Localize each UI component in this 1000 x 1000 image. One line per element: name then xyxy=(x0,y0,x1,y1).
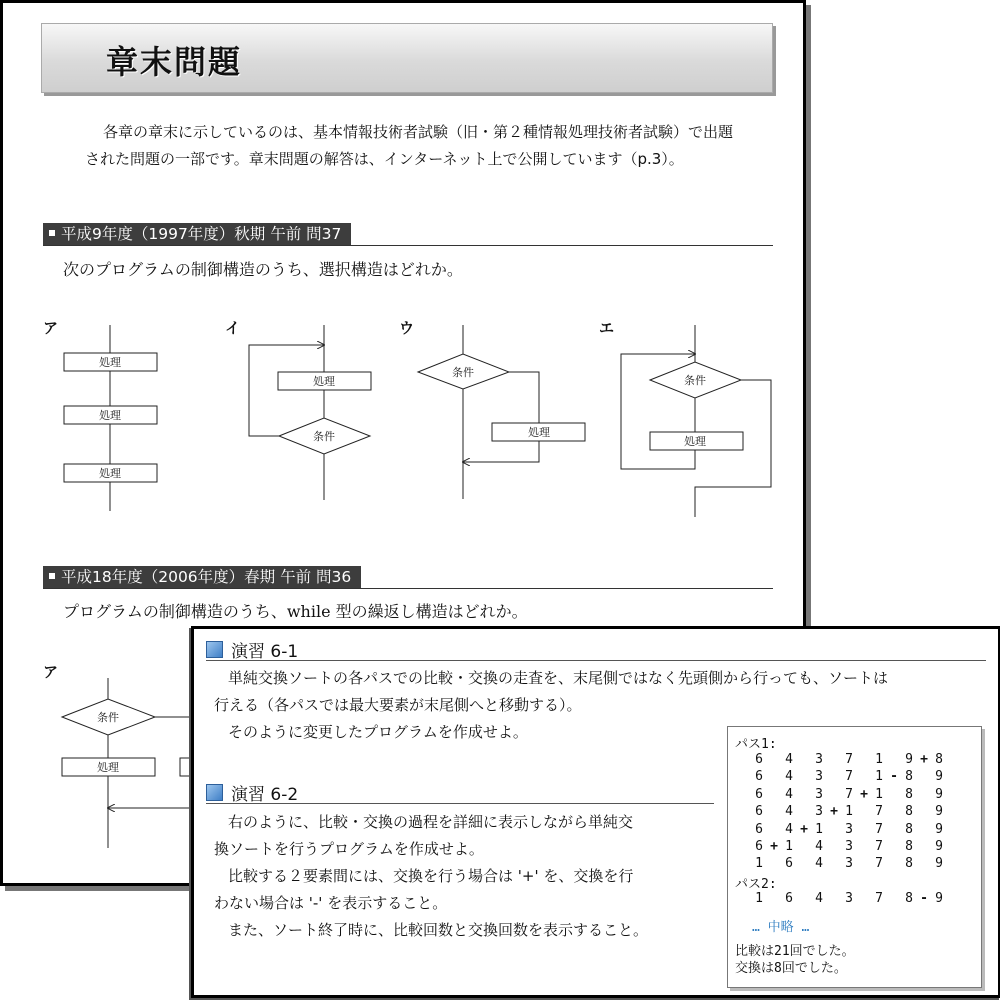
output-value: 3 xyxy=(845,891,853,906)
option-label-i: イ xyxy=(225,319,241,337)
output-value: 9 xyxy=(935,786,943,802)
output-value: 9 xyxy=(935,821,943,837)
option-label-u: ウ xyxy=(399,319,415,337)
chapter-title: 章末問題 xyxy=(106,43,243,81)
output-row xyxy=(752,856,972,873)
output-row xyxy=(752,822,972,839)
swap-marker: + xyxy=(860,786,868,802)
intro-line: 各章の章末に示しているのは、基本情報技術者試験（旧・第２種情報処理技術者試験）で出題 xyxy=(103,123,734,141)
output-value: 7 xyxy=(875,821,883,837)
square-bullet-icon xyxy=(206,784,223,801)
condition-label: 条件 xyxy=(684,374,706,387)
output-row xyxy=(752,787,972,804)
section-heading-text: 平成18年度（2006年度）春期 午前 問36 xyxy=(61,568,352,586)
exercise-line: 右のように、比較・交換の過程を詳細に表示しながら単純交 xyxy=(228,813,634,831)
textbook-page-front xyxy=(191,626,1000,998)
square-bullet-icon xyxy=(206,641,223,658)
result-swaps: 交換は8回でした。 xyxy=(735,961,847,976)
output-row xyxy=(752,839,972,856)
exercise-title: 演習 6-2 xyxy=(231,785,299,805)
process-label: 処理 xyxy=(99,409,121,422)
output-value: 9 xyxy=(935,891,943,906)
option-label-a: ア xyxy=(43,319,59,337)
swap-marker: + xyxy=(920,752,928,767)
output-value: 6 xyxy=(755,804,763,820)
output-value: 4 xyxy=(785,804,793,820)
output-value: 3 xyxy=(845,856,853,872)
flowchart-u xyxy=(418,325,585,499)
output-value: 6 xyxy=(755,821,763,837)
question-text-1: 次のプログラムの制御構造のうち、選択構造はどれか。 xyxy=(63,260,463,279)
output-value: 6 xyxy=(755,769,763,785)
process-label: 処理 xyxy=(528,426,550,439)
output-value: 6 xyxy=(785,856,793,872)
output-value: 8 xyxy=(905,804,913,820)
output-value: 6 xyxy=(755,786,763,802)
exercise-line: 換ソートを行うプログラムを作成せよ。 xyxy=(214,840,484,858)
output-value: 8 xyxy=(905,891,913,906)
output-value: 7 xyxy=(845,752,853,767)
output-row xyxy=(752,891,972,908)
output-value: 7 xyxy=(875,856,883,872)
exercise-line: 単純交換ソートの各パスでの比較・交換の走査を、末尾側ではなく先頭側から行っても、ソートは xyxy=(228,669,889,687)
output-value: 6 xyxy=(755,839,763,854)
question-text-2: プログラムの制御構造のうち、while 型の繰返し構造はどれか。 xyxy=(63,602,528,621)
output-value: 4 xyxy=(785,821,793,837)
exercise-line: 比較する２要素間には、交換を行う場合は '+' を、交換を行 xyxy=(228,867,634,885)
flowchart-i xyxy=(249,325,371,500)
output-value: 6 xyxy=(755,752,763,767)
output-row xyxy=(752,804,972,821)
output-value: 8 xyxy=(905,839,913,854)
exercise-heading-6-2 xyxy=(206,779,714,804)
output-value: 8 xyxy=(935,752,943,767)
output-value: 9 xyxy=(935,769,943,785)
option-label-a-2: ア xyxy=(43,663,59,681)
output-value: 4 xyxy=(785,769,793,785)
exercise-line: わない場合は '-' を表示すること。 xyxy=(214,894,448,912)
exercise-title: 演習 6-1 xyxy=(231,642,299,662)
result-comparisons: 比較は21回でした。 xyxy=(735,944,855,959)
output-value: 8 xyxy=(905,856,913,872)
output-value: 4 xyxy=(815,839,823,854)
output-value: 1 xyxy=(875,752,883,767)
swap-marker: - xyxy=(920,891,928,906)
output-value: 3 xyxy=(845,821,853,837)
swap-marker: + xyxy=(770,839,778,854)
intro-line: された問題の一部です。章末問題の解答は、インターネット上で公開しています（p.3）。 xyxy=(85,150,684,168)
output-row xyxy=(752,769,972,786)
exercise-line: また、ソート終了時に、比較回数と交換回数を表示すること。 xyxy=(228,921,649,939)
swap-marker: + xyxy=(800,821,808,837)
output-value: 3 xyxy=(815,786,823,802)
option-label-e: エ xyxy=(599,319,615,337)
process-label: 処理 xyxy=(684,435,706,448)
output-value: 7 xyxy=(845,786,853,802)
swap-marker: - xyxy=(890,769,898,785)
output-value: 9 xyxy=(935,856,943,872)
output-value: 7 xyxy=(875,891,883,906)
section-heading-text: 平成9年度（1997年度）秋期 午前 問37 xyxy=(61,225,342,243)
process-label: 処理 xyxy=(99,356,121,369)
process-label: 処理 xyxy=(313,375,335,388)
output-value: 9 xyxy=(905,752,913,767)
output-value: 1 xyxy=(875,786,883,802)
output-value: 3 xyxy=(845,839,853,854)
output-value: 1 xyxy=(785,839,793,854)
output-value: 1 xyxy=(755,891,763,906)
output-value: 4 xyxy=(815,856,823,872)
exercise-heading-6-1 xyxy=(206,636,986,661)
output-value: 4 xyxy=(785,786,793,802)
output-value: 1 xyxy=(755,856,763,872)
output-row xyxy=(752,752,972,769)
output-value: 3 xyxy=(815,769,823,785)
pass-label: パス2: xyxy=(735,877,777,892)
condition-label: 条件 xyxy=(97,711,119,724)
output-value: 3 xyxy=(815,804,823,820)
output-value: 4 xyxy=(785,752,793,767)
output-value: 6 xyxy=(785,891,793,906)
omitted-marker: … 中略 … xyxy=(752,920,810,935)
output-value: 1 xyxy=(875,769,883,785)
exercise-line: 行える（各パスでは最大要素が末尾側へと移動する）。 xyxy=(214,696,582,714)
output-value: 3 xyxy=(815,752,823,767)
swap-marker: + xyxy=(830,804,838,820)
pass-label: パス1: xyxy=(735,737,777,752)
output-value: 1 xyxy=(815,821,823,837)
output-value: 8 xyxy=(905,821,913,837)
output-value: 7 xyxy=(845,769,853,785)
flowchart-e xyxy=(621,325,771,517)
output-value: 8 xyxy=(905,769,913,785)
process-label: 処理 xyxy=(99,467,121,480)
output-value: 9 xyxy=(935,839,943,854)
process-label: 処理 xyxy=(97,761,119,774)
output-value: 9 xyxy=(935,804,943,820)
condition-label: 条件 xyxy=(452,366,474,379)
output-value: 8 xyxy=(905,786,913,802)
flowchart-q2-a xyxy=(62,678,210,848)
output-value: 4 xyxy=(815,891,823,906)
exercise-line: そのように変更したプログラムを作成せよ。 xyxy=(228,723,528,741)
output-value: 7 xyxy=(875,839,883,854)
output-value: 7 xyxy=(875,804,883,820)
condition-label: 条件 xyxy=(313,430,335,443)
output-value: 1 xyxy=(845,804,853,820)
sample-output-box xyxy=(727,726,982,988)
